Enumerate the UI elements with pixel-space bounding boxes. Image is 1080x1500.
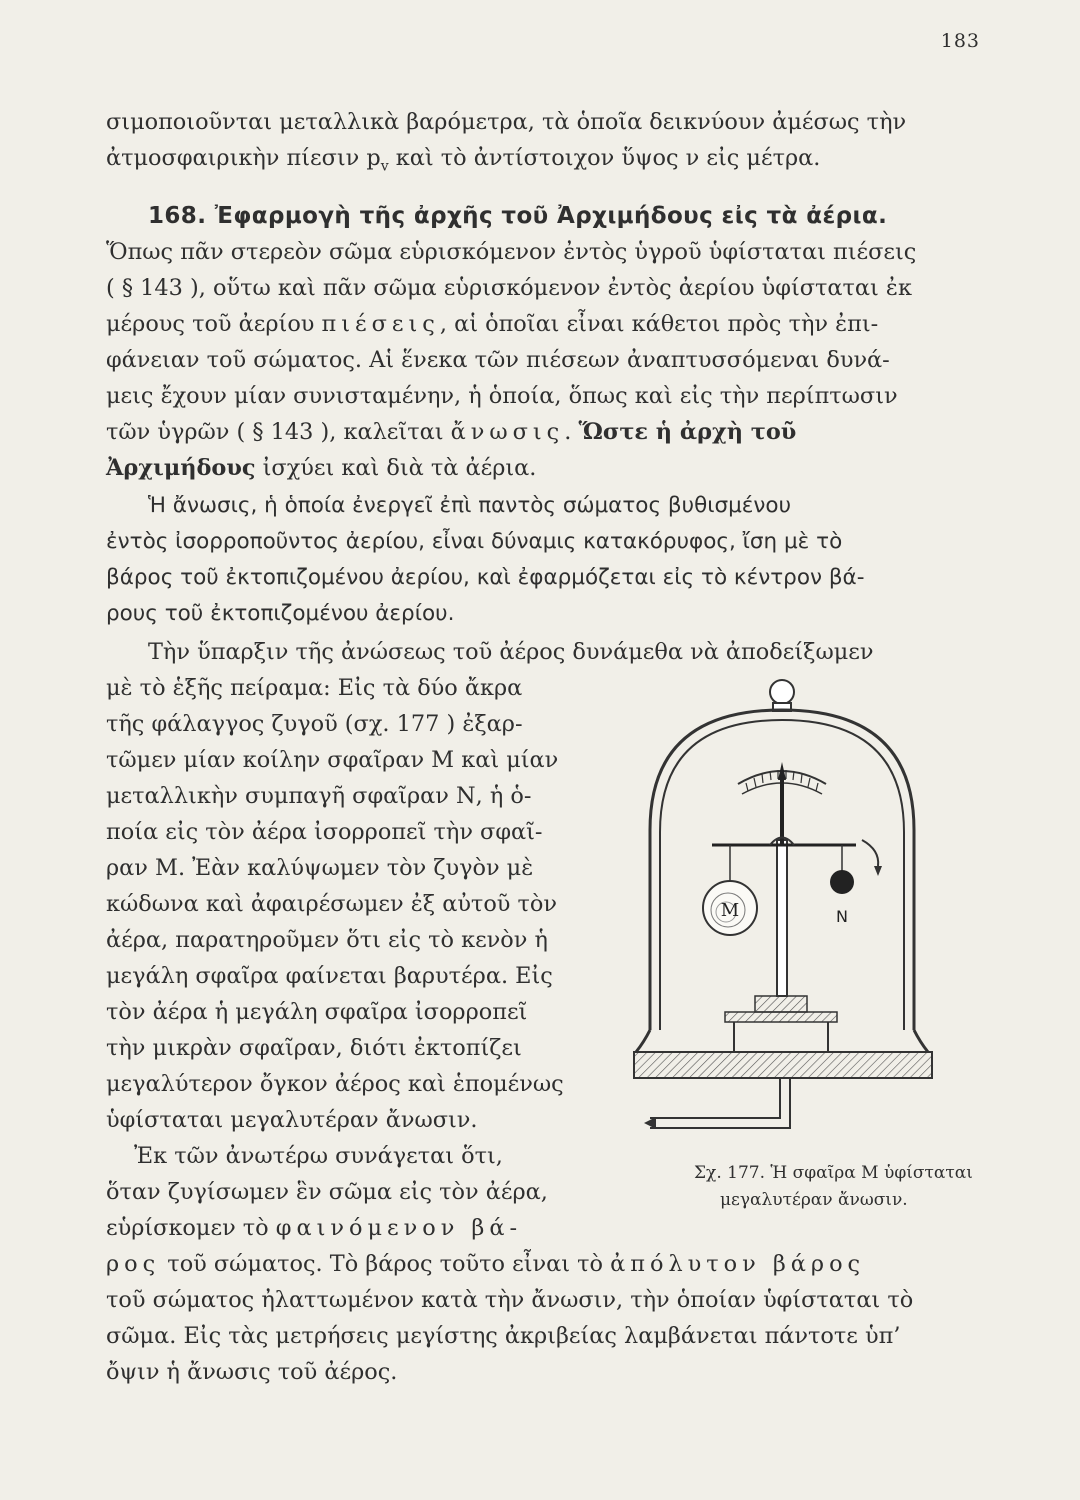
- column-base: [755, 996, 807, 1012]
- text-line: ὑφίσταται μεγαλυτέραν ἄνωσιν.: [106, 1107, 478, 1133]
- text-line: σῶμα. Εἰς τὰς μετρήσεις μεγίστης ἀκριβείας λαμβάνεται πάντοτε ὑπ’: [106, 1323, 901, 1349]
- text-line: ( § 143 ), οὕτω καὶ πᾶν σῶμα εὑρισκόμενον ἐντὸς ἀερίου ὑφίσταται ἐκ: [106, 275, 912, 301]
- text-line: [106, 1248, 865, 1280]
- spaced-term: φαινόμενον βά-: [275, 1215, 523, 1241]
- text-line: ὄψιν ἡ ἄνωσις τοῦ ἀέρος.: [106, 1359, 398, 1385]
- pump-tube-inner: [650, 1078, 790, 1128]
- page-number: 183: [940, 30, 980, 52]
- bell-jar-flange: [636, 1030, 928, 1052]
- text-fragment: τῶν ὑγρῶν ( § 143 ), καλεῖται: [106, 419, 451, 445]
- label-m: M: [720, 900, 740, 921]
- subscript: v: [380, 158, 389, 175]
- text-line: τὸν ἀέρα ἡ μεγάλη σφαῖρα ἰσορροπεῖ: [106, 999, 528, 1025]
- balance-column: [777, 840, 787, 996]
- text-fragment: τοῦ σώματος. Τὸ βάρος τοῦτο εἶναι τὸ: [160, 1251, 611, 1277]
- text-line: ὅταν ζυγίσωμεν ἓν σῶμα εἰς τὸν ἀέρα,: [106, 1179, 548, 1205]
- text-line: ρους τοῦ ἐκτοπιζομένου ἀερίου.: [106, 601, 455, 626]
- text-line: ἀέρα, παρατηροῦμεν ὅτι εἰς τὸ κενὸν ἡ: [106, 927, 548, 953]
- text-line: μὲ τὸ ἑξῆς πείραμα: Εἰς τὰ δύο ἄκρα: [106, 675, 523, 701]
- text-line: τῆς φάλαγγος ζυγοῦ (σχ. 177 ) ἐξαρ-: [106, 711, 523, 737]
- text-fragment: εὑρίσκομεν τὸ: [106, 1215, 276, 1241]
- figure-caption-line: μεγαλυτέραν ἄνωσιν.: [720, 1190, 908, 1210]
- text-fragment: ἀτμοσφαιρικὴν πίεσιν p: [106, 145, 381, 171]
- text-fragment: , αἱ ὁποῖαι εἶναι κάθετοι πρὸς τὴν ἐπι-: [439, 311, 879, 337]
- bell-knob: [770, 680, 794, 704]
- text-line: [106, 416, 796, 448]
- spaced-term: ἀπόλυτον βάρος: [610, 1251, 866, 1277]
- text-line: [106, 308, 878, 340]
- text-line: μεις ἔχουν μίαν συνισταμένην, ἡ ὁποία, ὅπως καὶ εἰς τὴν περίπτωσιν: [106, 383, 898, 409]
- text-line: ἐντὸς ἰσορροποῦντος ἀερίου, εἶναι δύναμις κατακόρυφος, ἴση μὲ τὸ: [106, 529, 843, 554]
- text-line: ραν Μ. Ἐὰν καλύψωμεν τὸν ζυγὸν μὲ: [106, 855, 534, 881]
- text-line: [106, 452, 536, 484]
- text-line: Ἡ ἄνωσις, ἡ ὁποία ἐνεργεῖ ἐπὶ παντὸς σώματος βυθισμένου: [148, 493, 792, 518]
- text-line: μεγαλύτερον ὄγκον ἀέρος καὶ ἑπομένως: [106, 1071, 564, 1097]
- base-plate: [634, 1052, 932, 1078]
- text-fragment: καὶ τὸ ἀντίστοιχον ὕψος ν εἰς μέτρα.: [388, 145, 821, 171]
- bold-text: Ὥστε ἡ ἀρχὴ τοῦ: [578, 419, 797, 445]
- text-line: Ἐκ τῶν ἀνωτέρω συνάγεται ὅτι,: [134, 1143, 503, 1169]
- stand-table: [725, 1012, 837, 1022]
- text-fragment: μέρους τοῦ ἀερίου: [106, 311, 322, 337]
- text-line: ποία εἰς τὸν ἀέρα ἰσορροπεῖ τὴν σφαῖ-: [106, 819, 543, 845]
- tilt-arrow: [862, 840, 878, 866]
- figure-caption-line: Σχ. 177. Ἡ σφαῖρα Μ ὑφίσταται: [694, 1163, 973, 1183]
- text-line: [106, 1212, 522, 1244]
- text-line: μεταλλικὴν συμπαγῆ σφαῖραν Ν, ἡ ὁ-: [106, 783, 532, 809]
- text-line: τοῦ σώματος ἠλαττωμένον κατὰ τὴν ἄνωσιν, τὴν ὁποίαν ὑφίσταται τὸ: [106, 1287, 914, 1313]
- text-line: μεγάλη σφαῖρα φαίνεται βαρυτέρα. Εἰς: [106, 963, 553, 989]
- pump-tube-outer: [650, 1078, 780, 1118]
- tilt-arrow-head: [874, 866, 882, 876]
- text-fragment: .: [564, 419, 579, 445]
- text-line: τῶμεν μίαν κοίλην σφαῖραν Μ καὶ μίαν: [106, 747, 559, 773]
- text-line: σιμοποιοῦνται μεταλλικὰ βαρόμετρα, τὰ ὁποῖα δεικνύουν ἀμέσως τὴν: [106, 109, 907, 135]
- spaced-term: ἄνωσις: [450, 419, 565, 445]
- bold-text: Ἀρχιμήδους: [106, 455, 256, 481]
- bell-jar-balance-figure: [630, 670, 990, 1150]
- text-line: βάρος τοῦ ἐκτοπιζομένου ἀερίου, καὶ ἐφαρμόζεται εἰς τὸ κέντρον βά-: [106, 565, 865, 590]
- text-line: Τὴν ὕπαρξιν τῆς ἀνώσεως τοῦ ἀέρος δυνάμεθα νὰ ἀποδείξωμεν: [148, 639, 874, 665]
- text-line: κώδωνα καὶ ἀφαιρέσωμεν ἐξ αὐτοῦ τὸν: [106, 891, 558, 917]
- text-line: τὴν μικρὰν σφαῖραν, διότι ἐκτοπίζει: [106, 1035, 522, 1061]
- spaced-term: πιέσεις: [321, 311, 440, 337]
- spaced-term: ρος: [106, 1251, 161, 1277]
- text-fragment: ἰσχύει καὶ διὰ τὰ ἀέρια.: [255, 455, 537, 481]
- label-n: N: [836, 907, 848, 926]
- text-line: φάνειαν τοῦ σώματος. Αἱ ἕνεκα τῶν πιέσεων ἀναπτυσσόμεναι δυνά-: [106, 347, 890, 373]
- solid-sphere-n: [830, 870, 854, 894]
- text-line: [106, 142, 820, 182]
- section-heading: 168. Ἐφαρμογὴ τῆς ἀρχῆς τοῦ Ἀρχιμήδους εἰς τὰ ἀέρια.: [148, 203, 888, 229]
- text-line: Ὅπως πᾶν στερεὸν σῶμα εὑρισκόμενον ἐντὸς ὑγροῦ ὑφίσταται πιέσεις: [106, 239, 917, 265]
